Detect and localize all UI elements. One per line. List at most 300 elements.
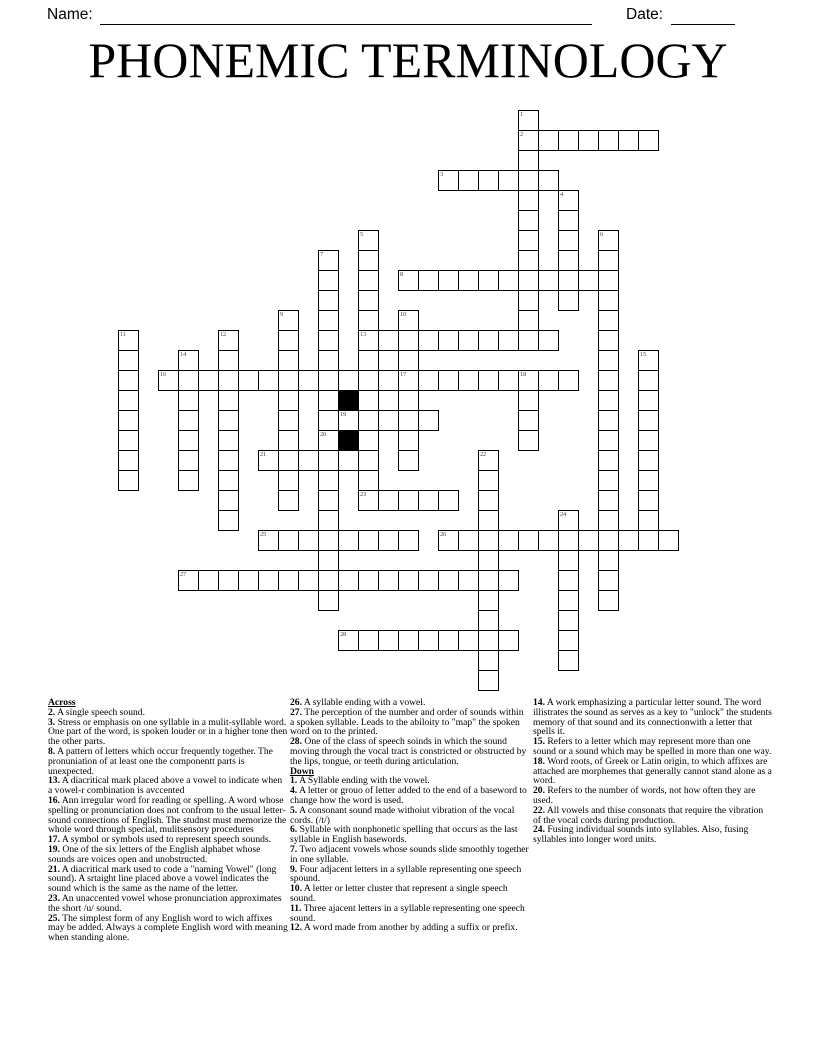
grid-cell[interactable] (598, 430, 619, 451)
grid-cell[interactable] (358, 570, 379, 591)
clue-number: 24 (560, 511, 566, 518)
crossword-grid (118, 110, 680, 692)
grid-cell[interactable] (478, 270, 499, 291)
grid-cell[interactable] (558, 370, 579, 391)
grid-cell[interactable] (178, 430, 199, 451)
grid-cell[interactable] (458, 270, 479, 291)
clue-18: 18. Word roots, of Greek or Latin origin, to which affixes are attached are morphemes that generally cannot stand alone as a word. (533, 755, 772, 787)
clue-number: 21 (260, 451, 266, 458)
grid-cell[interactable] (298, 570, 319, 591)
clues-column-3 (533, 698, 773, 845)
grid-cell[interactable] (598, 590, 619, 611)
grid-cell[interactable] (318, 370, 339, 391)
grid-cell[interactable] (638, 350, 659, 371)
date-input-line[interactable] (671, 2, 735, 25)
grid-cell[interactable] (638, 490, 659, 511)
grid-cell[interactable] (518, 130, 539, 151)
grid-cell[interactable] (278, 310, 299, 331)
clue-number: 2 (520, 131, 523, 138)
grid-cell[interactable] (598, 350, 619, 371)
grid-cell[interactable] (358, 310, 379, 331)
grid-cell[interactable] (278, 410, 299, 431)
grid-cell[interactable] (438, 490, 459, 511)
grid-cell[interactable] (558, 190, 579, 211)
grid-cell[interactable] (558, 270, 579, 291)
grid-cell[interactable] (498, 630, 519, 651)
grid-cell[interactable] (358, 470, 379, 491)
grid-cell[interactable] (558, 250, 579, 271)
grid-cell[interactable] (598, 490, 619, 511)
grid-cell[interactable] (358, 290, 379, 311)
clue-3: 3. Stress or emphasis on one syllable in a mulit-syllable word. One part of the word, is spoken louder or in a higher tone then the other parts. (48, 716, 288, 748)
grid-cell[interactable] (318, 550, 339, 571)
grid-cell[interactable] (218, 490, 239, 511)
grid-cell[interactable] (318, 390, 339, 411)
grid-cell[interactable] (398, 410, 419, 431)
grid-cell[interactable] (218, 470, 239, 491)
clue-17: 17. A symbol or symbols used to represent speech sounds. (48, 834, 272, 846)
grid-cell[interactable] (518, 210, 539, 231)
clue-number: 7 (320, 251, 323, 258)
clue-number: 5 (360, 231, 363, 238)
grid-cell[interactable] (558, 590, 579, 611)
grid-cell[interactable] (518, 530, 539, 551)
grid-cell[interactable] (218, 330, 239, 351)
clue-26: 26. A syllable ending with a vowel. (290, 697, 426, 708)
clue-number: 14 (180, 351, 186, 358)
grid-cell[interactable] (518, 270, 539, 291)
grid-cell[interactable] (518, 150, 539, 171)
clue-number: 10 (400, 311, 406, 318)
grid-cell[interactable] (598, 250, 619, 271)
grid-cell[interactable] (358, 370, 379, 391)
grid-cell[interactable] (598, 270, 619, 291)
grid-cell[interactable] (318, 330, 339, 351)
grid-cell[interactable] (478, 670, 499, 691)
grid-cell[interactable] (438, 630, 459, 651)
clue-11: 11. Three ajacent letters in a syllable representing one speech sound. (290, 902, 525, 924)
grid-cell[interactable] (258, 530, 279, 551)
grid-cell[interactable] (118, 350, 139, 371)
grid-cell[interactable] (338, 630, 359, 651)
grid-cell[interactable] (418, 330, 439, 351)
grid-cell[interactable] (518, 390, 539, 411)
grid-cell[interactable] (118, 450, 139, 471)
grid-cell[interactable] (398, 330, 419, 351)
grid-cell[interactable] (178, 470, 199, 491)
grid-cell[interactable] (598, 310, 619, 331)
grid-cell[interactable] (638, 390, 659, 411)
grid-cell[interactable] (318, 410, 339, 431)
grid-cell[interactable] (278, 370, 299, 391)
grid-cell[interactable] (378, 490, 399, 511)
grid-cell[interactable] (438, 330, 459, 351)
grid-cell[interactable] (418, 630, 439, 651)
clue-28: 28. One of the class of speech soinds in which the sound moving through the vocal tract is constricted or obstructed by the lips, tongue, or teeth during articulation. (290, 736, 527, 767)
grid-cell[interactable] (398, 270, 419, 291)
grid-cell[interactable] (358, 250, 379, 271)
grid-cell[interactable] (358, 490, 379, 511)
clues-column-1 (48, 698, 288, 943)
grid-cell[interactable] (318, 450, 339, 471)
grid-cell[interactable] (358, 390, 379, 411)
grid-cell[interactable] (398, 430, 419, 451)
grid-cell[interactable] (598, 470, 619, 491)
grid-cell[interactable] (478, 530, 499, 551)
grid-cell[interactable] (278, 570, 299, 591)
grid-cell[interactable] (378, 530, 399, 551)
name-input-line[interactable] (100, 2, 592, 25)
grid-cell[interactable] (218, 350, 239, 371)
grid-cell[interactable] (598, 570, 619, 591)
grid-cell[interactable] (318, 590, 339, 611)
grid-cell[interactable] (658, 530, 679, 551)
grid-cell[interactable] (598, 410, 619, 431)
clue-number: 16 (160, 371, 166, 378)
clue-24: 24. Fusing individual sounds into syllables. Also, fusing syllables into longer word units. (533, 824, 749, 846)
grid-cell[interactable] (558, 510, 579, 531)
grid-cell[interactable] (518, 110, 539, 131)
grid-cell[interactable] (518, 230, 539, 251)
grid-cell[interactable] (578, 270, 599, 291)
grid-cell[interactable] (478, 470, 499, 491)
clue-number: 28 (340, 631, 346, 638)
grid-cell[interactable] (598, 370, 619, 391)
grid-cell[interactable] (398, 310, 419, 331)
clue-number: 19 (340, 411, 346, 418)
grid-cell[interactable] (358, 410, 379, 431)
grid-cell[interactable] (278, 490, 299, 511)
grid-cell[interactable] (518, 410, 539, 431)
grid-cell[interactable] (478, 170, 499, 191)
grid-cell[interactable] (638, 450, 659, 471)
grid-cell[interactable] (358, 330, 379, 351)
clue-27: 27. The perception of the number and order of sounds within a spoken syllable. Leads to the abiloity to "map" the spoken word on to the printed. (290, 706, 524, 738)
grid-cell[interactable] (598, 130, 619, 151)
clue-number: 6 (600, 231, 603, 238)
grid-cell[interactable] (438, 170, 459, 191)
grid-cell[interactable] (558, 570, 579, 591)
grid-cell[interactable] (638, 470, 659, 491)
grid-cell[interactable] (398, 370, 419, 391)
grid-cell[interactable] (498, 330, 519, 351)
grid-cell[interactable] (278, 350, 299, 371)
clue-number: 1 (520, 111, 523, 118)
clue-number: 27 (180, 571, 186, 578)
grid-cell[interactable] (398, 570, 419, 591)
grid-cell[interactable] (518, 310, 539, 331)
grid-cell[interactable] (598, 530, 619, 551)
grid-cell[interactable] (458, 330, 479, 351)
grid-cell[interactable] (318, 430, 339, 451)
grid-cell[interactable] (318, 530, 339, 551)
grid-cell[interactable] (498, 270, 519, 291)
grid-cell[interactable] (558, 610, 579, 631)
grid-cell[interactable] (538, 170, 559, 191)
clue-number: 12 (220, 331, 226, 338)
grid-cell[interactable] (598, 290, 619, 311)
grid-cell[interactable] (358, 430, 379, 451)
grid-cell[interactable] (638, 410, 659, 431)
clue-7: 7. Two adjacent vowels whose sounds slide smoothly together in one syllable. (290, 843, 529, 865)
grid-cell[interactable] (198, 570, 219, 591)
grid-cell[interactable] (598, 550, 619, 571)
grid-cell[interactable] (478, 590, 499, 611)
clue-number: 4 (560, 191, 563, 198)
grid-cell[interactable] (418, 570, 439, 591)
clue-16: 16. Ann irregular word for reading or spelling. A word whose spelling or pronunciation does not confrom to the usual letter-sound connections of English. The studnst must memorize the whole word through special, mulitsensory procedures (48, 794, 287, 836)
grid-cell[interactable] (218, 510, 239, 531)
grid-cell[interactable] (598, 450, 619, 471)
clue-5: 5. A consonant sound made withoiut vibration of the vocal cords. (/t/) (290, 804, 515, 826)
grid-cell[interactable] (478, 610, 499, 631)
grid-cell[interactable] (318, 270, 339, 291)
clue-22: 22. All vowels and thise consonats that require the vibration of the vocal cords during production. (533, 804, 764, 826)
grid-cell[interactable] (318, 310, 339, 331)
grid-cell[interactable] (598, 230, 619, 251)
grid-cell[interactable] (458, 570, 479, 591)
grid-cell[interactable] (338, 370, 359, 391)
grid-cell[interactable] (358, 530, 379, 551)
clue-21: 21. A diacritical mark used to code a "naming Vowel" (long sound). A srtaight line placed above a vowel indicates the sound which is the same as the name of the letter. (48, 863, 277, 895)
grid-cell[interactable] (478, 450, 499, 471)
grid-cell[interactable] (558, 130, 579, 151)
clue-12: 12. A word made from another by adding a suffix or prefix. (290, 922, 518, 934)
grid-cell[interactable] (478, 510, 499, 531)
grid-cell[interactable] (278, 470, 299, 491)
grid-cell[interactable] (558, 530, 579, 551)
clue-20: 20. Refers to the number of words, not how often they are used. (533, 785, 756, 806)
grid-cell[interactable] (278, 390, 299, 411)
grid-cell[interactable] (178, 570, 199, 591)
clue-number: 15 (640, 351, 646, 358)
grid-cell[interactable] (558, 210, 579, 231)
grid-cell[interactable] (338, 410, 359, 431)
grid-cell[interactable] (538, 530, 559, 551)
grid-cell[interactable] (418, 270, 439, 291)
clue-number: 18 (520, 371, 526, 378)
grid-cell[interactable] (538, 330, 559, 351)
clue-9: 9. Four adjacent letters in a syllable representing one speech spound. (290, 863, 522, 885)
grid-cell[interactable] (378, 630, 399, 651)
clue-6: 6. Syllable with nonphonetic spelling that occurs as the last syllable in English basewords. (290, 824, 518, 846)
grid-cell[interactable] (498, 530, 519, 551)
grid-cell[interactable] (358, 270, 379, 291)
grid-cell[interactable] (258, 450, 279, 471)
grid-cell[interactable] (478, 630, 499, 651)
grid-cell[interactable] (478, 370, 499, 391)
grid-cell[interactable] (398, 490, 419, 511)
grid-cell[interactable] (338, 450, 359, 471)
grid-cell[interactable] (618, 530, 639, 551)
grid-cell[interactable] (238, 370, 259, 391)
grid-cell[interactable] (358, 350, 379, 371)
clue-23: 23. An unaccented vowel whose pronunciation approximates the short /u/ sound. (48, 892, 282, 914)
grid-cell[interactable] (238, 570, 259, 591)
grid-cell[interactable] (598, 510, 619, 531)
clue-number: 20 (320, 431, 326, 438)
grid-cell[interactable] (118, 410, 139, 431)
grid-cell[interactable] (418, 410, 439, 431)
grid-cell[interactable] (458, 370, 479, 391)
grid-cell[interactable] (118, 330, 139, 351)
grid-cell[interactable] (458, 170, 479, 191)
grid-cell[interactable] (558, 230, 579, 251)
grid-cell[interactable] (398, 350, 419, 371)
grid-cell[interactable] (318, 350, 339, 371)
grid-cell[interactable] (538, 370, 559, 391)
date-label: Date: (626, 6, 664, 23)
clue-2: 2. A single speech sound. (48, 706, 146, 718)
clue-15: 15. Refers to a letter which may represent more than one sound or a sound which may be spelled in more than one way. (533, 736, 772, 757)
clue-number: 25 (260, 531, 266, 538)
grid-cell[interactable] (498, 370, 519, 391)
clue-number: 3 (440, 171, 443, 178)
grid-cell[interactable] (478, 490, 499, 511)
grid-cell[interactable] (638, 430, 659, 451)
grid-cell[interactable] (358, 230, 379, 251)
clue-number: 26 (440, 531, 446, 538)
name-label: Name: (47, 6, 93, 23)
grid-cell[interactable] (478, 550, 499, 571)
grid-cell[interactable] (398, 450, 419, 471)
grid-cell[interactable] (318, 250, 339, 271)
grid-cell[interactable] (518, 250, 539, 271)
grid-cell[interactable] (558, 550, 579, 571)
grid-cell[interactable] (118, 370, 139, 391)
grid-cell[interactable] (538, 270, 559, 291)
grid-cell[interactable] (198, 370, 219, 391)
clue-19: 19. One of the six letters of the English alphabet whose sounds are voices open and unobstructed. (48, 843, 261, 865)
blocked-cell (338, 430, 359, 451)
grid-cell[interactable] (418, 370, 439, 391)
grid-cell[interactable] (218, 570, 239, 591)
grid-cell[interactable] (318, 490, 339, 511)
grid-cell[interactable] (498, 570, 519, 591)
grid-cell[interactable] (578, 530, 599, 551)
grid-cell[interactable] (218, 410, 239, 431)
grid-cell[interactable] (278, 450, 299, 471)
grid-cell[interactable] (178, 410, 199, 431)
grid-cell[interactable] (178, 350, 199, 371)
grid-cell[interactable] (438, 570, 459, 591)
grid-cell[interactable] (558, 290, 579, 311)
clue-number: 23 (360, 491, 366, 498)
grid-cell[interactable] (218, 370, 239, 391)
grid-cell[interactable] (478, 570, 499, 591)
grid-cell[interactable] (478, 650, 499, 671)
grid-cell[interactable] (378, 570, 399, 591)
grid-cell[interactable] (638, 370, 659, 391)
grid-cell[interactable] (278, 530, 299, 551)
grid-cell[interactable] (558, 630, 579, 651)
grid-cell[interactable] (458, 530, 479, 551)
grid-cell[interactable] (398, 390, 419, 411)
grid-cell[interactable] (598, 330, 619, 351)
grid-cell[interactable] (638, 130, 659, 151)
grid-cell[interactable] (118, 390, 139, 411)
grid-cell[interactable] (398, 530, 419, 551)
grid-cell[interactable] (378, 330, 399, 351)
grid-cell[interactable] (438, 270, 459, 291)
grid-cell[interactable] (518, 430, 539, 451)
grid-cell[interactable] (258, 570, 279, 591)
grid-cell[interactable] (358, 450, 379, 471)
grid-cell[interactable] (378, 370, 399, 391)
grid-cell[interactable] (398, 630, 419, 651)
clue-list-header: Across (48, 697, 76, 708)
grid-cell[interactable] (218, 390, 239, 411)
grid-cell[interactable] (318, 470, 339, 491)
grid-cell[interactable] (518, 290, 539, 311)
grid-cell[interactable] (518, 170, 539, 191)
grid-cell[interactable] (478, 330, 499, 351)
clue-13: 13. A diacritical mark placed above a vowel to indicate when a vowel-r combination is avccented (48, 775, 283, 797)
clue-10: 10. A letter or letter cluster that represent a single speech sound. (290, 883, 508, 904)
clue-number: 8 (400, 271, 403, 278)
grid-cell[interactable] (638, 530, 659, 551)
grid-cell[interactable] (578, 130, 599, 151)
grid-cell[interactable] (458, 630, 479, 651)
grid-cell[interactable] (338, 530, 359, 551)
grid-cell[interactable] (298, 450, 319, 471)
grid-cell[interactable] (178, 370, 199, 391)
grid-cell[interactable] (338, 570, 359, 591)
grid-cell[interactable] (438, 370, 459, 391)
grid-cell[interactable] (298, 530, 319, 551)
grid-cell[interactable] (598, 390, 619, 411)
grid-cell[interactable] (378, 410, 399, 431)
page-title: PHONEMIC TERMINOLOGY (88, 32, 728, 88)
blocked-cell (338, 390, 359, 411)
clue-number: 13 (360, 331, 366, 338)
grid-cell[interactable] (618, 130, 639, 151)
grid-cell[interactable] (218, 430, 239, 451)
clue-list-header: Down (290, 765, 314, 777)
grid-cell[interactable] (518, 330, 539, 351)
grid-cell[interactable] (178, 390, 199, 411)
grid-cell[interactable] (518, 190, 539, 211)
grid-cell[interactable] (318, 290, 339, 311)
grid-cell[interactable] (258, 370, 279, 391)
clue-14: 14. A work emphasizing a particular letter sound. The word illistrates the sound as serves as a key to "unlock" the students memory of that sound and its connectionwith a letter that spells it. (533, 697, 772, 738)
clue-number: 17 (400, 371, 406, 378)
clue-number: 11 (120, 331, 126, 338)
grid-cell[interactable] (118, 470, 139, 491)
grid-cell[interactable] (498, 170, 519, 191)
clue-8: 8. A pattern of letters which occur frequently together. The pronuniation of at least one the componentt parts is unexpected. (48, 745, 273, 777)
grid-cell[interactable] (418, 490, 439, 511)
grid-cell[interactable] (158, 370, 179, 391)
grid-cell[interactable] (298, 370, 319, 391)
grid-cell[interactable] (638, 510, 659, 531)
grid-cell[interactable] (118, 430, 139, 451)
grid-cell[interactable] (438, 530, 459, 551)
grid-cell[interactable] (218, 450, 239, 471)
grid-cell[interactable] (278, 430, 299, 451)
grid-cell[interactable] (518, 370, 539, 391)
clues-column-2 (290, 698, 530, 933)
grid-cell[interactable] (178, 450, 199, 471)
clue-number: 9 (280, 311, 283, 318)
grid-cell[interactable] (278, 330, 299, 351)
grid-cell[interactable] (318, 570, 339, 591)
grid-cell[interactable] (538, 130, 559, 151)
grid-cell[interactable] (318, 510, 339, 531)
clue-number: 22 (480, 451, 486, 458)
grid-cell[interactable] (558, 650, 579, 671)
grid-cell[interactable] (358, 630, 379, 651)
